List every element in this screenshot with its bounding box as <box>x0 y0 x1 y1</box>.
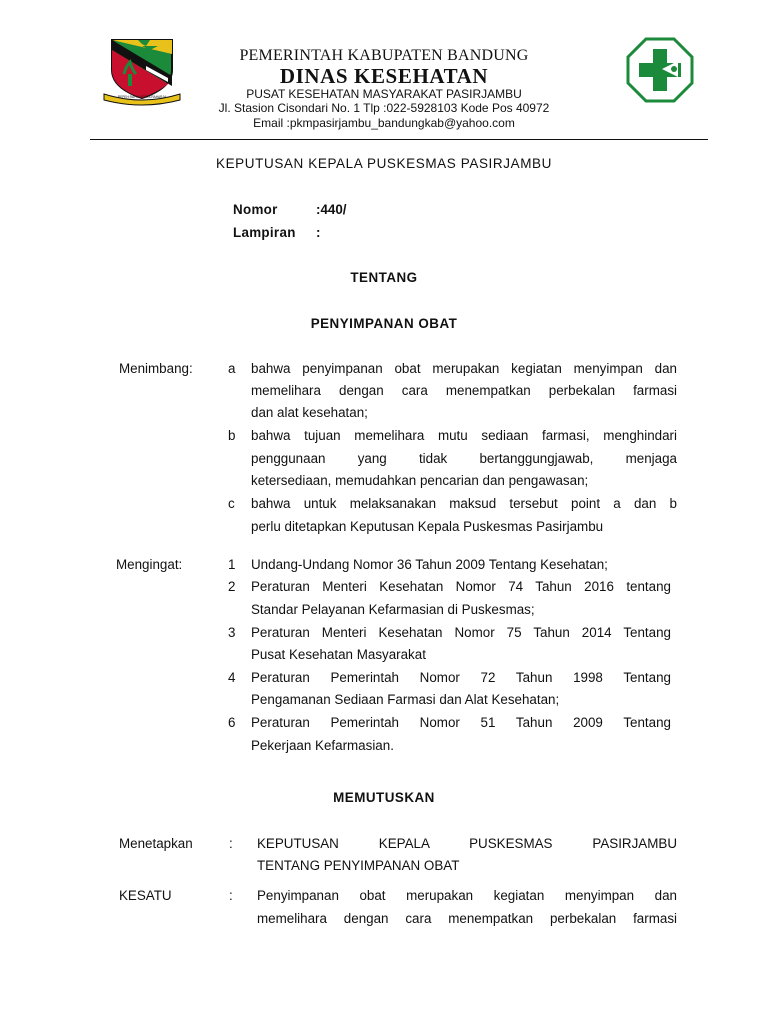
motto-ribbon-text: REPEH RAPIH KERTA RAHARJA <box>117 95 167 99</box>
list-marker: 1 <box>228 557 236 572</box>
kesatu-colon: : <box>229 888 233 903</box>
address-line: Jl. Stasion Cisondari No. 1 Tlp :022-5928103 Kode Pos 40972 <box>218 101 550 115</box>
nomor-label: Nomor <box>233 202 278 217</box>
kesatu-line: memelihara dengan cara menempatkan perbekalan farmasi <box>257 911 677 926</box>
email-line: Email :pkmpasirjambu_bandungkab@yahoo.com <box>253 116 515 130</box>
menetapkan-label: Menetapkan <box>119 836 193 851</box>
mengingat-line: Pengamanan Sediaan Farmasi dan Alat Kesehatan; <box>251 692 560 707</box>
list-marker: a <box>228 361 236 376</box>
subject-heading: PENYIMPANAN OBAT <box>310 316 458 331</box>
mengingat-label: Mengingat: <box>116 557 183 572</box>
mengingat-line: Standar Pelayanan Kefarmasian di Puskesmas; <box>251 602 535 617</box>
mengingat-line: Pekerjaan Kefarmasian. <box>251 738 394 753</box>
letterhead-divider <box>90 139 708 140</box>
bandung-regency-crest-icon <box>102 36 182 106</box>
lampiran-value: : <box>316 225 321 240</box>
mengingat-line: Peraturan Menteri Kesehatan Nomor 74 Tahun 2016 tentang <box>251 579 671 594</box>
list-marker: 3 <box>228 625 236 640</box>
list-marker: b <box>228 428 236 443</box>
menimbang-line: bahwa penyimpanan obat merupakan kegiatan menyimpan dan <box>251 361 677 376</box>
decree-title: KEPUTUSAN KEPALA PUSKESMAS PASIRJAMBU <box>215 156 553 171</box>
list-marker: 4 <box>228 670 236 685</box>
office-name: DINAS KESEHATAN <box>279 64 489 88</box>
menetapkan-line: TENTANG PENYIMPANAN OBAT <box>257 858 460 873</box>
menimbang-line: penggunaan yang tidak bertanggungjawab, menjaga <box>251 451 677 466</box>
lampiran-label: Lampiran <box>233 225 296 240</box>
menimbang-line: perlu ditetapkan Keputusan Kepala Puskesmas Pasirjambu <box>251 519 604 534</box>
tentang-heading: TENTANG <box>350 270 418 285</box>
list-marker: c <box>228 496 235 511</box>
menimbang-line: dan alat kesehatan; <box>251 405 368 420</box>
menimbang-line: bahwa tujuan memelihara mutu sediaan farmasi, menghindari <box>251 428 677 443</box>
puskesmas-cross-emblem-icon <box>626 37 694 103</box>
menetapkan-line: KEPUTUSAN KEPALA PUSKESMAS PASIRJAMBU <box>257 836 677 851</box>
mengingat-line: Peraturan Pemerintah Nomor 51 Tahun 2009 Tentang <box>251 715 671 730</box>
menimbang-label: Menimbang: <box>119 361 193 376</box>
list-marker: 2 <box>228 579 236 594</box>
kesatu-line: Penyimpanan obat merupakan kegiatan menyimpan dan <box>257 888 677 903</box>
menimbang-line: ketersediaan, memudahkan pencarian dan pengawasan; <box>251 473 589 488</box>
kesatu-label: KESATU <box>119 888 172 903</box>
nomor-value: :440/ <box>316 202 347 217</box>
health-center-name: PUSAT KESEHATAN MASYARAKAT PASIRJAMBU <box>246 87 522 101</box>
mengingat-line: Peraturan Pemerintah Nomor 72 Tahun 1998 Tentang <box>251 670 671 685</box>
mengingat-line: Peraturan Menteri Kesehatan Nomor 75 Tahun 2014 Tentang <box>251 625 671 640</box>
menetapkan-colon: : <box>229 836 233 851</box>
mengingat-line: Pusat Kesehatan Masyarakat <box>251 647 426 662</box>
memutuskan-heading: MEMUTUSKAN <box>333 790 435 805</box>
government-name: PEMERINTAH KABUPATEN BANDUNG <box>239 47 529 64</box>
menimbang-line: memelihara dengan cara menempatkan perbekalan farmasi <box>251 383 677 398</box>
menimbang-line: bahwa untuk melaksanakan maksud tersebut point a dan b <box>251 496 677 511</box>
list-marker: 6 <box>228 715 236 730</box>
mengingat-line: Undang-Undang Nomor 36 Tahun 2009 Tentang Kesehatan; <box>251 557 608 572</box>
